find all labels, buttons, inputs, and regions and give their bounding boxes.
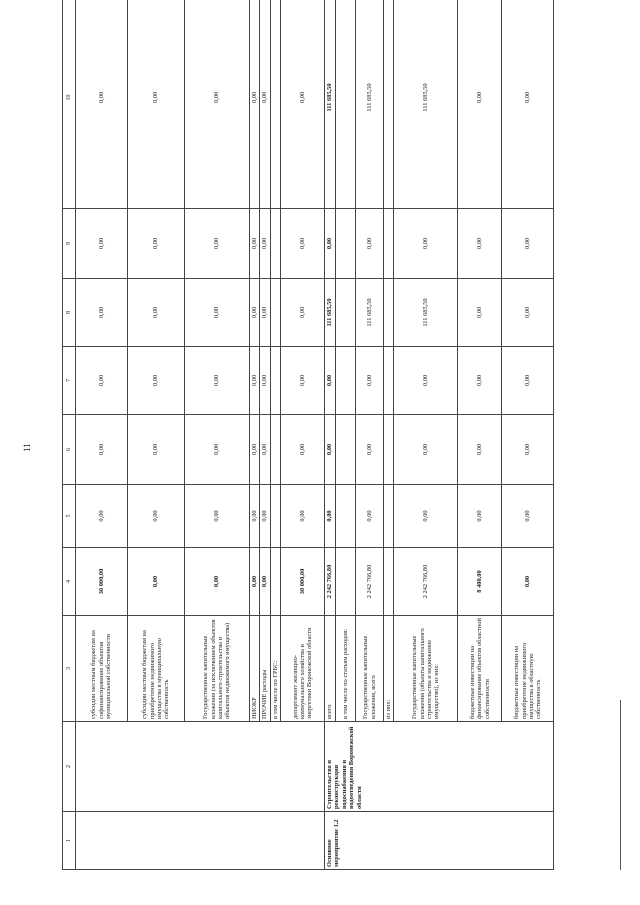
value-cell: 0,00 xyxy=(458,415,502,485)
row-label: бюджетные инвестиции на финансирование объектов областной собственности xyxy=(458,616,502,722)
value-cell xyxy=(270,347,280,415)
row-label: Государственные капитальные вложения (объекты капитального строительства и недвижимое имущество), из них: xyxy=(394,616,458,722)
value-cell xyxy=(270,415,280,485)
value-cell xyxy=(336,279,356,347)
value-cell: 0,00 xyxy=(128,279,185,347)
col-num-4: 4 xyxy=(63,548,76,616)
value-cell: 0,00 xyxy=(250,279,260,347)
row-label: субсидии местным бюджетам на приобретение недвижимого имущества в муниципальную собственность xyxy=(128,616,185,722)
cell-blank xyxy=(76,722,325,812)
row-label: в том числе по статьям расходов: xyxy=(336,616,356,722)
value-cell: 0,00 xyxy=(76,347,128,415)
value-cell: 0,00 xyxy=(185,415,250,485)
value-cell xyxy=(270,0,280,209)
value-cell: 0,00 xyxy=(260,347,270,415)
value-cell xyxy=(270,548,280,616)
row-label: всего xyxy=(325,616,336,722)
row-label: из них: xyxy=(384,616,394,722)
col-num-2: 2 xyxy=(63,722,76,812)
budget-table xyxy=(62,0,554,870)
value-cell: 0,00 xyxy=(185,209,250,279)
value-cell: 0,00 xyxy=(394,485,458,548)
value-cell: 0,00 xyxy=(356,415,384,485)
table-row xyxy=(76,0,128,870)
col-num-7: 7 xyxy=(63,347,76,415)
value-cell: 0,00 xyxy=(185,279,250,347)
col-num-6: 6 xyxy=(63,415,76,485)
row-label: субсидии местным бюджетам на софинансирование объектов муниципальной собственности xyxy=(76,616,128,722)
value-cell: 8 400,00 xyxy=(458,548,502,616)
value-cell: 0,00 xyxy=(260,0,270,209)
col-num-3: 3 xyxy=(63,616,76,722)
row-label: Государственные капитальные вложения, всего xyxy=(356,616,384,722)
value-cell: 0,00 xyxy=(250,548,260,616)
value-cell xyxy=(336,0,356,209)
value-cell: 0,00 xyxy=(185,0,250,209)
value-cell xyxy=(384,415,394,485)
value-cell: 0,00 xyxy=(281,485,325,548)
value-cell: 0,00 xyxy=(458,347,502,415)
value-cell: 0,00 xyxy=(281,209,325,279)
value-cell xyxy=(384,485,394,548)
value-cell: 0,00 xyxy=(128,548,185,616)
value-cell xyxy=(336,347,356,415)
value-cell: 2 242 766,80 xyxy=(394,548,458,616)
value-cell: 0,00 xyxy=(281,279,325,347)
value-cell: 111 685,50 xyxy=(325,279,336,347)
col-num-8: 8 xyxy=(63,279,76,347)
value-cell: 0,00 xyxy=(250,209,260,279)
value-cell: 0,00 xyxy=(502,209,554,279)
value-cell: 0,00 xyxy=(250,347,260,415)
value-cell: 30 000,00 xyxy=(76,548,128,616)
value-cell: 0,00 xyxy=(128,0,185,209)
value-cell: 0,00 xyxy=(502,415,554,485)
activity-code: Основное мероприятие 1.2 xyxy=(325,812,554,870)
value-cell: 0,00 xyxy=(502,0,554,209)
value-cell: 0,00 xyxy=(502,279,554,347)
value-cell: 0,00 xyxy=(128,209,185,279)
value-cell xyxy=(336,209,356,279)
value-cell: 0,00 xyxy=(76,0,128,209)
value-cell xyxy=(270,485,280,548)
value-cell: 111 685,50 xyxy=(394,0,458,209)
value-cell: 0,00 xyxy=(260,209,270,279)
value-cell: 0,00 xyxy=(185,347,250,415)
value-cell: 0,00 xyxy=(502,548,554,616)
value-cell: 111 685,50 xyxy=(325,0,336,209)
value-cell: 30 000,00 xyxy=(281,548,325,616)
value-cell: 0,00 xyxy=(260,485,270,548)
value-cell xyxy=(384,279,394,347)
value-cell: 111 685,50 xyxy=(356,279,384,347)
value-cell: 2 242 766,80 xyxy=(325,548,336,616)
value-cell xyxy=(336,548,356,616)
col-num-9: 9 xyxy=(63,209,76,279)
value-cell: 0,00 xyxy=(128,415,185,485)
row-label: департамент жилищно-коммунального хозяйства и энергетики Воронежской области xyxy=(281,616,325,722)
value-cell: 0,00 xyxy=(260,415,270,485)
row-label: Государственные капитальные вложения (за исключением объектов капитального строительства и объектов недвижимого имущества) xyxy=(185,616,250,722)
value-cell: 0,00 xyxy=(325,415,336,485)
value-cell xyxy=(384,0,394,209)
value-cell: 0,00 xyxy=(502,485,554,548)
footer-rule xyxy=(620,700,621,870)
value-cell: 0,00 xyxy=(325,347,336,415)
value-cell xyxy=(384,209,394,279)
value-cell xyxy=(336,415,356,485)
col-num-10: 10 xyxy=(63,0,76,209)
value-cell: 0,00 xyxy=(281,415,325,485)
value-cell: 0,00 xyxy=(76,415,128,485)
value-cell: 0,00 xyxy=(185,548,250,616)
value-cell: 0,00 xyxy=(281,0,325,209)
value-cell: 0,00 xyxy=(260,279,270,347)
value-cell xyxy=(384,548,394,616)
value-cell xyxy=(270,279,280,347)
value-cell: 0,00 xyxy=(128,347,185,415)
row-label: в том числе по ГРБС: xyxy=(270,616,280,722)
value-cell: 0,00 xyxy=(356,209,384,279)
value-cell: 0,00 xyxy=(250,415,260,485)
value-cell: 0,00 xyxy=(185,485,250,548)
activity-title: Строительство и реконструкция водоснабжения и водоотведения Воронежской области xyxy=(325,722,554,812)
value-cell: 0,00 xyxy=(281,347,325,415)
col-num-5: 5 xyxy=(63,485,76,548)
column-number-row xyxy=(63,0,76,870)
value-cell: 0,00 xyxy=(76,279,128,347)
value-cell: 0,00 xyxy=(394,347,458,415)
value-cell: 111 685,50 xyxy=(394,279,458,347)
value-cell: 0,00 xyxy=(458,279,502,347)
value-cell: 0,00 xyxy=(356,485,384,548)
value-cell: 0,00 xyxy=(458,485,502,548)
value-cell: 2 242 766,80 xyxy=(356,548,384,616)
value-cell: 0,00 xyxy=(260,548,270,616)
col-num-1: 1 xyxy=(63,812,76,870)
value-cell: 0,00 xyxy=(250,485,260,548)
value-cell: 0,00 xyxy=(394,209,458,279)
value-cell xyxy=(270,209,280,279)
value-cell: 111 685,50 xyxy=(356,0,384,209)
row-label: бюджетные инвестиции на приобретение недвижимого имущества в областную собственность xyxy=(502,616,554,722)
value-cell: 0,00 xyxy=(250,0,260,209)
table-row xyxy=(325,0,336,870)
value-cell: 0,00 xyxy=(394,415,458,485)
value-cell xyxy=(384,347,394,415)
row-label: ПРОЧИЕ расходы xyxy=(260,616,270,722)
value-cell: 0,00 xyxy=(325,485,336,548)
cell-blank xyxy=(76,812,325,870)
value-cell: 0,00 xyxy=(502,347,554,415)
value-cell: 0,00 xyxy=(76,485,128,548)
value-cell xyxy=(336,485,356,548)
value-cell: 0,00 xyxy=(458,0,502,209)
value-cell: 0,00 xyxy=(76,209,128,279)
value-cell: 0,00 xyxy=(458,209,502,279)
value-cell: 0,00 xyxy=(356,347,384,415)
value-cell: 0,00 xyxy=(325,209,336,279)
row-label: НИОКР xyxy=(250,616,260,722)
value-cell: 0,00 xyxy=(128,485,185,548)
page-number: 11 xyxy=(22,443,32,452)
